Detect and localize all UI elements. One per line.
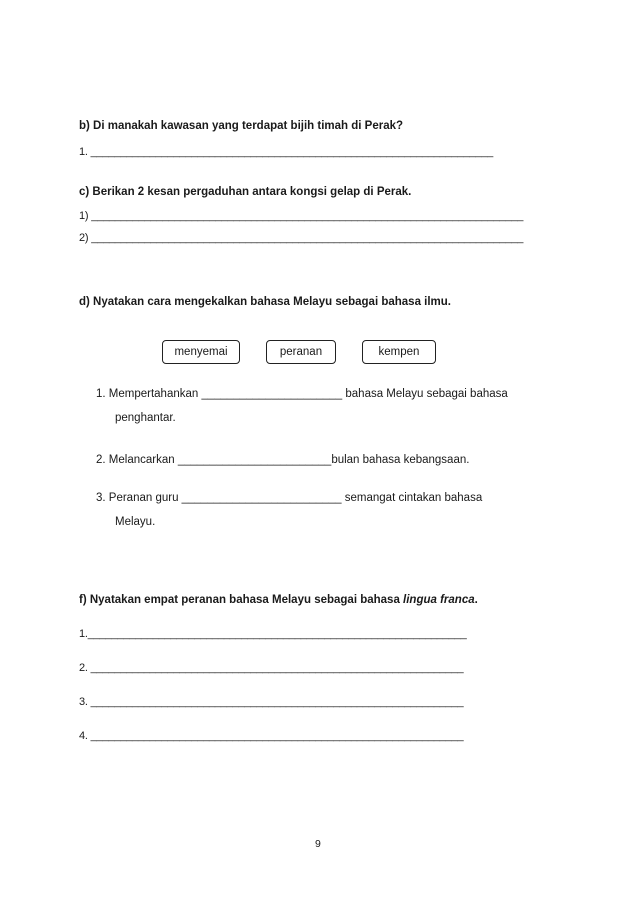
page-number: 9	[315, 838, 321, 850]
question-c-title: c) Berikan 2 kesan pergaduhan antara kongsi gelap di Perak.	[79, 186, 412, 198]
question-f-title-italic: lingua franca	[403, 594, 475, 606]
word-bank-peranan: peranan	[266, 340, 336, 364]
question-d-title: d) Nyatakan cara mengekalkan bahasa Melayu sebagai bahasa ilmu.	[79, 296, 451, 308]
item-d3-line1: 3. Peranan guru _________________________ semangat cintakan bahasa	[96, 492, 483, 504]
question-f-title	[79, 594, 478, 606]
answer-line-c1[interactable]: 1) _________________________________________________________________________	[79, 210, 524, 222]
item-d1-line2: penghantar.	[115, 412, 176, 424]
question-f-title-prefix: f) Nyatakan empat peranan bahasa Melayu sebagai bahasa	[79, 594, 404, 606]
item-d2-line1: 2. Melancarkan ________________________bulan bahasa kebangsaan.	[96, 454, 470, 466]
question-b-title: b) Di manakah kawasan yang terdapat bijih timah di Perak?	[79, 120, 404, 132]
word-bank-kempen: kempen	[362, 340, 436, 364]
answer-line-b1[interactable]: 1. ____________________________________________________________________	[79, 146, 494, 158]
answer-line-c2[interactable]: 2) _________________________________________________________________________	[79, 232, 524, 244]
question-f-title-suffix: .	[474, 594, 478, 606]
word-bank-menyemai: menyemai	[162, 340, 240, 364]
answer-line-f3[interactable]: 3. _______________________________________________________________	[79, 696, 464, 708]
item-d3-line2: Melayu.	[115, 516, 156, 528]
answer-line-f1[interactable]: 1.________________________________________________________________	[79, 628, 467, 640]
answer-line-f4[interactable]: 4. _______________________________________________________________	[79, 730, 464, 742]
answer-line-f2[interactable]: 2. _______________________________________________________________	[79, 662, 464, 674]
item-d1-line1: 1. Mempertahankan ______________________ bahasa Melayu sebagai bahasa	[96, 388, 508, 400]
